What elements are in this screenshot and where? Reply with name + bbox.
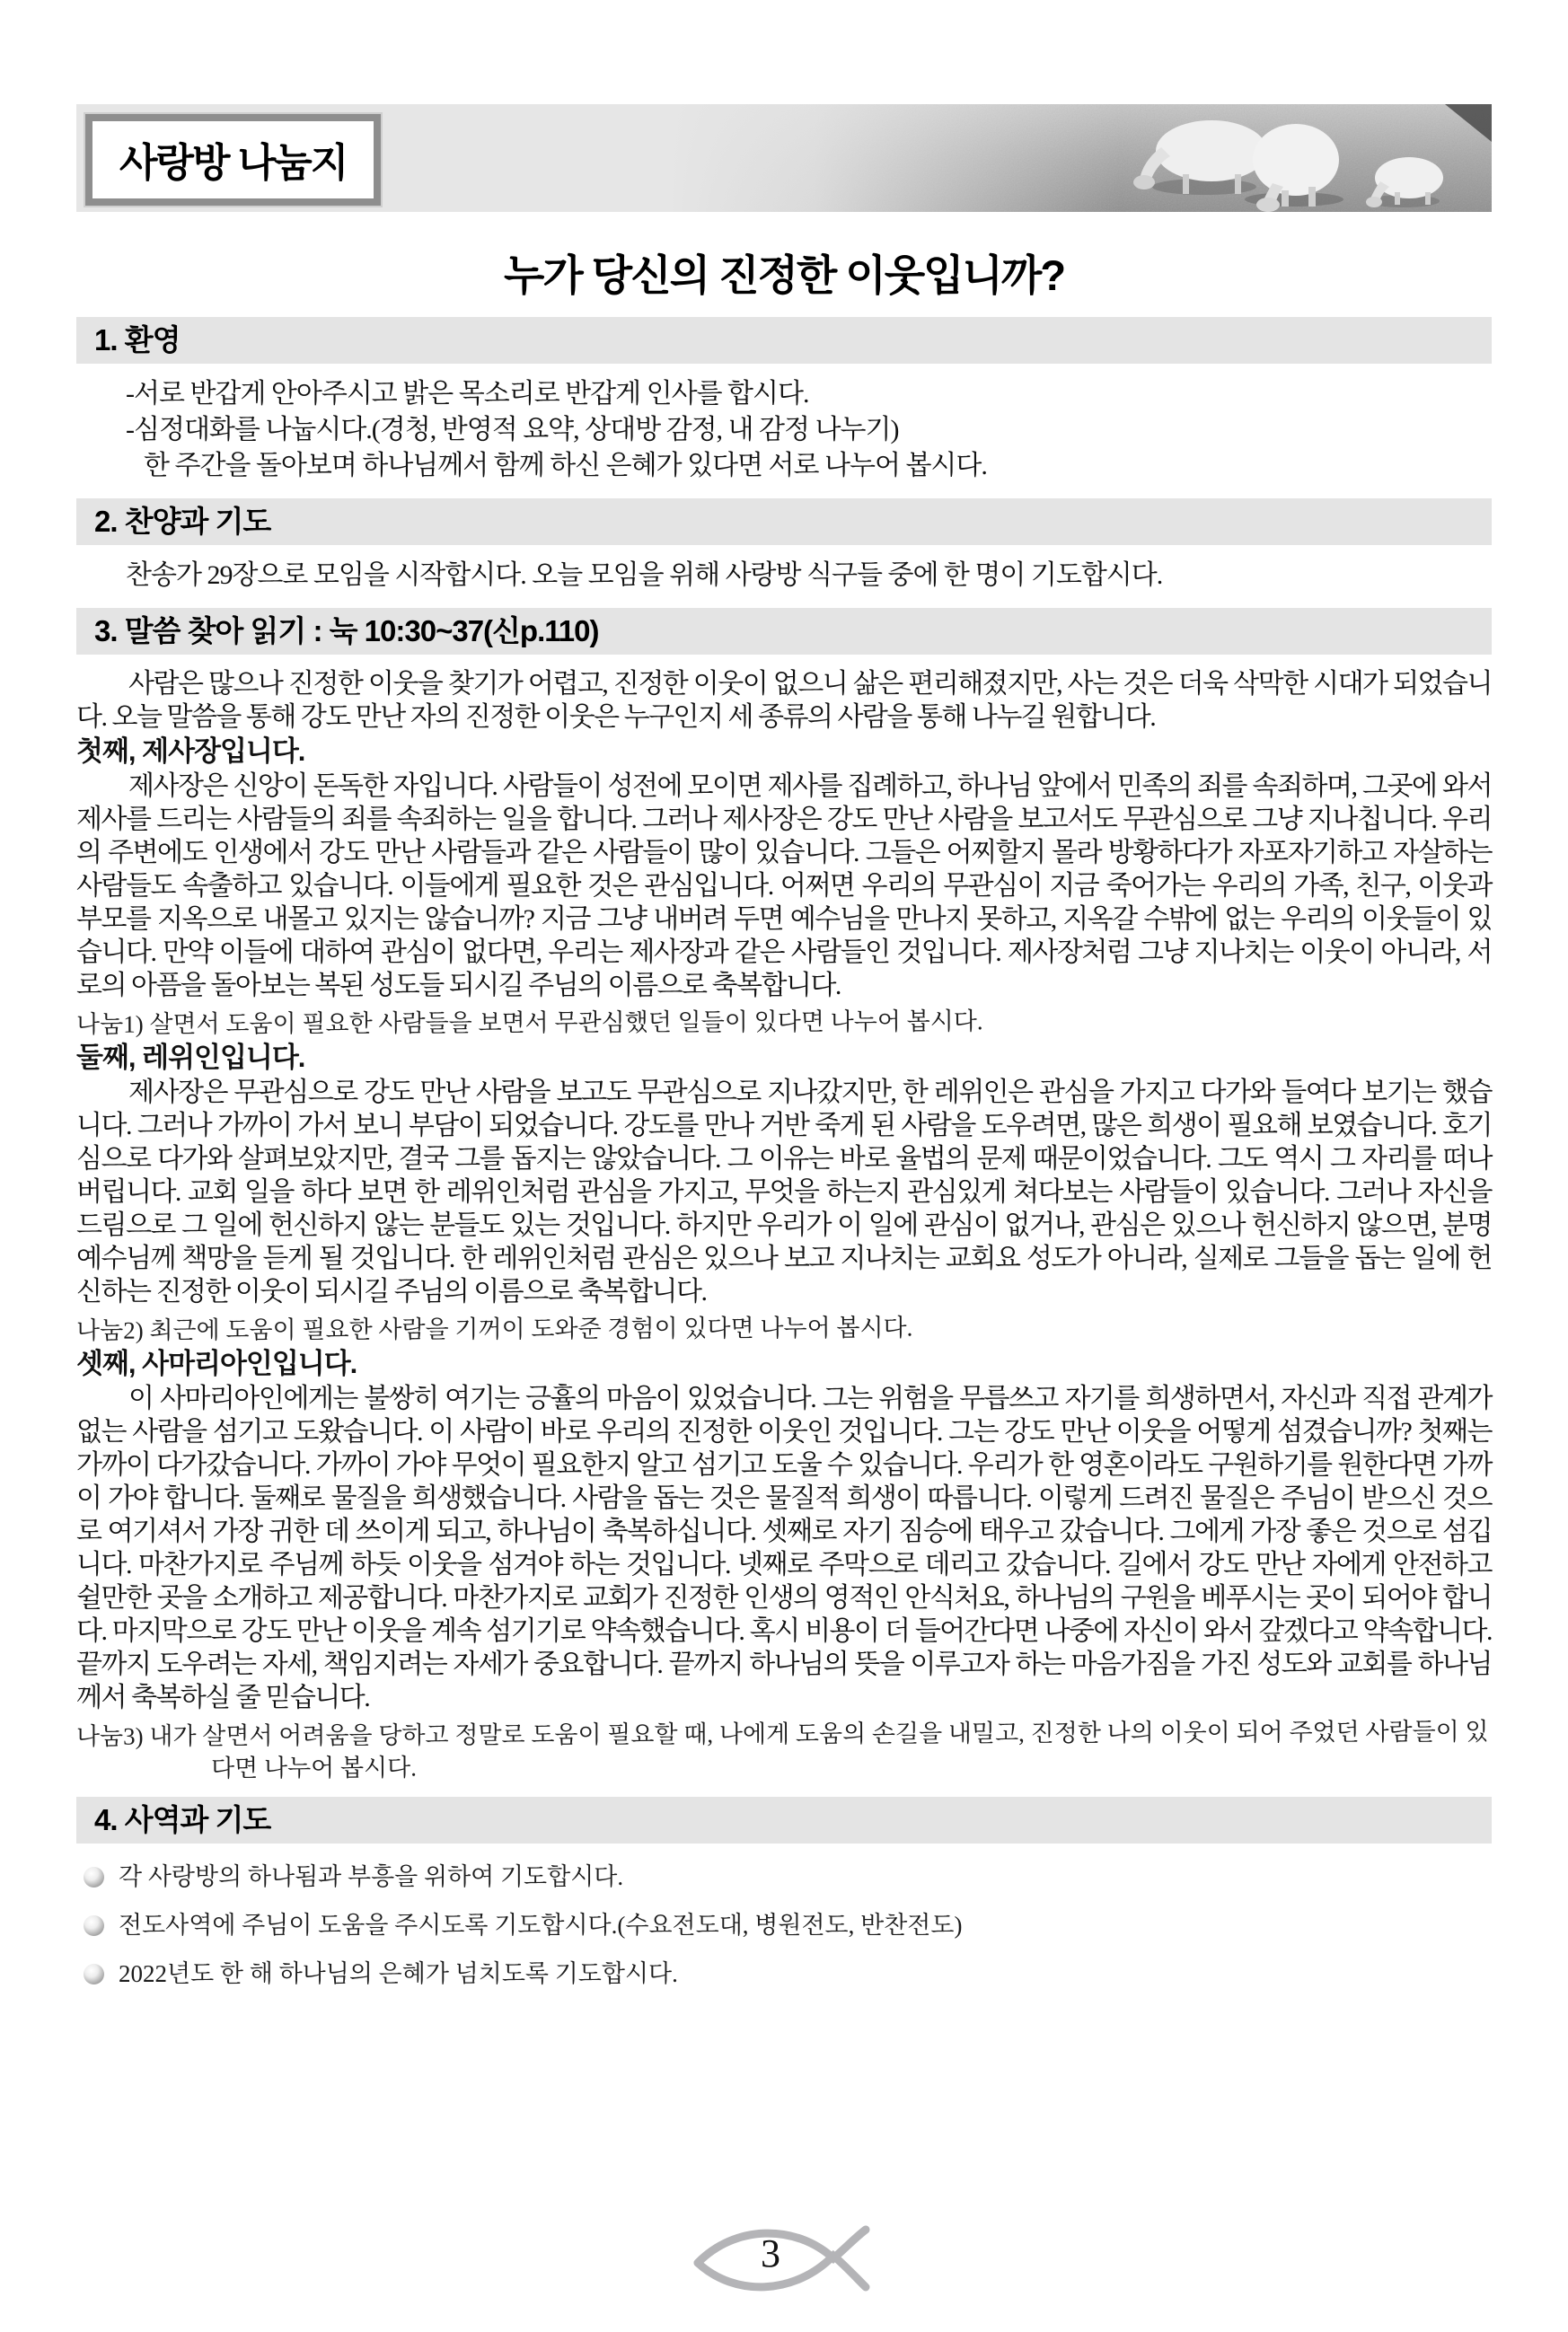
- section-heading-praise: 2. 찬양과 기도: [76, 498, 1492, 545]
- welcome-line: 한 주간을 돌아보며 하나님께서 함께 하신 은혜가 있다면 서로 나누어 봅시다.: [144, 451, 987, 480]
- subsection-body-samaritan: 이 사마리아인에게는 불쌍히 여기는 긍휼의 마음이 있었습니다. 그는 위험을 무릅쓰고 자기를 희생하면서, 자신과 직접 관계가 없는 사람을 섬기고 도왔습니다. 이 사람이 바로 우리의 진정한 이웃인 것입니다. 그는 강도 만난 이웃을 어떻게 섬겼습니까? 첫째는 가까이 다가갔습니다. 가까이 가야 무엇이 필요한지 알고 섬기고 도울 수 있습니다. 우리가 한 영혼이라도 구원하기를 원한다면 가까이 가야 합니다. 둘째로 물질을 희생했습니다. 사람을 돕는 것은 물질적 희생이 따릅니다. 이렇게 드려진 물질은 주님이 받으신 것으로 여기셔서 가장 귀한 데 쓰이게 되고, 하나님이 축복하십니다. 셋째로 자기 짐승에 태우고 갔습니다. 그에게 가장 좋은 것으로 섬깁니다. 마찬가지로 주님께 하듯 이웃을 섬겨야 하는 것입니다. 넷째로 주막으로 데리고 갔습니다. 길에서 강도 만난 자에게 안전하고 쉴만한 곳을 소개하고 제공합니다. 마찬가지로 교회가 진정한 인생의 영적인 안식처요, 하나님의 구원을 베푸시는 곳이 되어야 합니다. 마지막으로 강도 만난 이웃을 계속 섬기기로 약속했습니다. 혹시 비용이 더 들어간다면 나중에 자신이 와서 갚겠다고 약속합니다. 끝까지 도우려는 자세, 책임지려는 자세가 중요합니다. 끝까지 하나님의 뜻을 이루고자 하는 마음가짐을 가진 성도와 교회를 하나님께서 축복하실 줄 믿습니다.: [76, 1384, 1492, 1712]
- footer-fish: [685, 2216, 883, 2306]
- ministry-item-text: 2022년도 한 해 하나님의 은혜가 넘치도록 기도합시다.: [119, 1960, 678, 1987]
- section-heading-word: 3. 말씀 찾아 읽기 : 눅 10:30~37(신p.110): [76, 608, 1492, 655]
- ministry-item: [84, 1958, 1492, 1989]
- masthead-label: 사랑방 나눔지: [119, 141, 348, 185]
- page-title: 누가 당신의 진정한 이웃입니까?: [503, 251, 1065, 299]
- welcome-line: -서로 반갑게 안아주시고 밝은 목소리로 반갑게 인사를 합시다.: [126, 379, 809, 409]
- praise-line: 찬송가 29장으로 모임을 시작합시다. 오늘 모임을 위해 사랑방 식구들 중에 한 명이 기도합시다.: [126, 560, 1163, 590]
- photo-fade-overlay: [665, 104, 1492, 212]
- sphere-bullet-icon: [84, 1964, 104, 1984]
- section-heading-ministry: 4. 사역과 기도: [76, 1797, 1492, 1844]
- page-number: 3: [761, 2231, 780, 2275]
- handwritten-note-2: 나눔2) 최근에 도움이 필요한 사람을 기꺼이 도와준 경험이 있다면 나누어 봅시다.: [75, 1314, 913, 1344]
- handwritten-note-3: 나눔3) 내가 살면서 어려움을 당하고 정말로 도움이 필요할 때, 나에게 도움의 손길을 내밀고, 진정한 나의 이웃이 되어 주었던 사람들이 있다면 나누어 봅시다.: [75, 1718, 1489, 1782]
- fish-icon: [685, 2216, 883, 2306]
- subsection-heading-levite: 둘째, 레위인입니다.: [76, 1042, 305, 1073]
- ministry-item-text: 전도사역에 주님이 도움을 주시도록 기도합시다.(수요전도대, 병원전도, 반찬전도): [119, 1912, 963, 1939]
- subsection-heading-samaritan: 셋째, 사마리아인입니다.: [76, 1348, 357, 1379]
- welcome-line: -심정대화를 나눕시다.(경청, 반영적 요약, 상대방 감정, 내 감정 나누기): [126, 415, 899, 444]
- ministry-item-text: 각 사랑방의 하나됨과 부흥을 위하여 기도합시다.: [119, 1863, 624, 1890]
- header-banner: [76, 104, 1492, 212]
- masthead: [85, 114, 381, 206]
- sphere-bullet-icon: [84, 1915, 104, 1936]
- section-heading-welcome: 1. 환영: [76, 317, 1492, 364]
- word-intro: 사람은 많으나 진정한 이웃을 찾기가 어렵고, 진정한 이웃이 없으니 삶은 편리해졌지만, 사는 것은 더욱 삭막한 시대가 되었습니다. 오늘 말씀을 통해 강도 만난 자의 진정한 이웃은 누구인지 세 종류의 사람을 통해 나누길 원합니다.: [76, 669, 1492, 732]
- ministry-item: [84, 1861, 1492, 1892]
- handwritten-note-1: 나눔1) 살면서 도움이 필요한 사람들을 보면서 무관심했던 일들이 있다면 나누어 봅시다.: [75, 1008, 983, 1038]
- subsection-heading-priest: 첫째, 제사장입니다.: [76, 735, 305, 767]
- subsection-body-levite: 제사장은 무관심으로 강도 만난 사람을 보고도 무관심으로 지나갔지만, 한 레위인은 관심을 가지고 다가와 들여다 보기는 했습니다. 그러나 가까이 가서 보니 부담이 되었습니다. 강도를 만나 거반 죽게 된 사람을 도우려면, 많은 희생이 필요해 보였습니다. 호기심으로 다가와 살펴보았지만, 결국 그를 돕지는 않았습니다. 그 이유는 바로 율법의 문제 때문이었습니다. 그도 역시 그 자리를 떠나버립니다. 교회 일을 하다 보면 한 레위인처럼 관심을 가지고, 무엇을 하는지 관심있게 쳐다보는 사람들이 있습니다. 그러나 자신을 드림으로 그 일에 헌신하지 않는 분들도 있는 것입니다. 하지만 우리가 이 일에 관심이 없거나, 관심은 있으나 헌신하지 않으면, 분명 예수님께 책망을 듣게 될 것입니다. 한 레위인처럼 관심은 있으나 보고 지나치는 교회요 성도가 아니라, 실제로 그들을 돕는 일에 헌신하는 진정한 이웃이 되시길 주님의 이름으로 축복합니다.: [76, 1078, 1492, 1307]
- subsection-body-priest: 제사장은 신앙이 돈독한 자입니다. 사람들이 성전에 모이면 제사를 집례하고, 하나님 앞에서 민족의 죄를 속죄하며, 그곳에 와서 제사를 드리는 사람들의 죄를 속죄하는 일을 합니다. 그러나 제사장은 강도 만난 사람을 보고서도 무관심으로 그냥 지나칩니다. 우리의 주변에도 인생에서 강도 만난 사람들과 같은 사람들이 많이 있습니다. 그들은 어찌할지 몰라 방황하다가 자포자기하고 자살하는 사람들도 속출하고 있습니다. 이들에게 필요한 것은 관심입니다. 어쩌면 우리의 무관심이 지금 죽어가는 우리의 가족, 친구, 이웃과 부모를 지옥으로 내몰고 있지는 않습니까? 지금 그냥 내버려 두면 예수님을 만나지 못하고, 지옥갈 수밖에 없는 우리의 이웃들이 있습니다. 만약 이들에 대하여 관심이 없다면, 우리는 제사장과 같은 사람들인 것입니다. 제사장처럼 그냥 지나치는 이웃이 아니라, 서로의 아픔을 돌아보는 복된 성도들 되시길 주님의 이름으로 축복합니다.: [76, 771, 1492, 1000]
- ministry-item: [84, 1910, 1492, 1940]
- sphere-bullet-icon: [84, 1867, 104, 1888]
